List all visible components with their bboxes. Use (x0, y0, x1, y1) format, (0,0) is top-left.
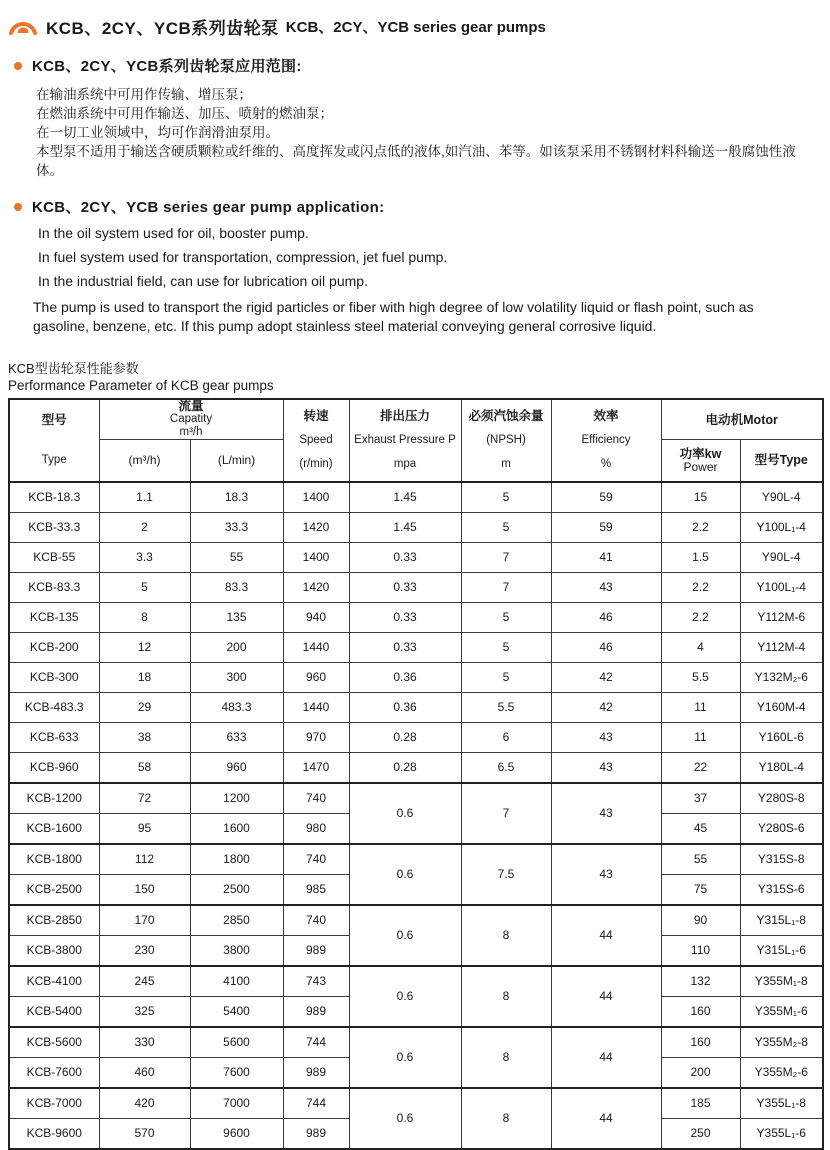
cell-pressure: 0.28 (349, 752, 461, 783)
col-subheader-lmin: (L/min) (190, 440, 283, 482)
cell-speed: 1420 (283, 512, 349, 542)
cell-power: 90 (661, 905, 740, 936)
application-en-body (38, 226, 822, 288)
cell-motor-type: Y180L-4 (740, 752, 823, 783)
document-header (8, 14, 822, 39)
cell-type: KCB-483.3 (9, 692, 99, 722)
cell-efficiency: 42 (551, 692, 661, 722)
cell-npsh: 7 (461, 542, 551, 572)
application-zh-line: 在一切工业领域中，均可作润滑油泵用。 (36, 125, 279, 140)
cell-type: KCB-9600 (9, 1118, 99, 1149)
cell-power: 2.2 (661, 572, 740, 602)
cell-capacity-m3h: 38 (99, 722, 190, 752)
cell-type: KCB-33.3 (9, 512, 99, 542)
table-row (9, 692, 823, 722)
cell-power: 250 (661, 1118, 740, 1149)
cell-speed: 989 (283, 1118, 349, 1149)
cell-speed: 740 (283, 783, 349, 814)
cell-efficiency: 44 (551, 1027, 661, 1088)
col-header-efficiency-unit: % (600, 458, 612, 471)
cell-speed: 740 (283, 905, 349, 936)
cell-capacity-lmin: 633 (190, 722, 283, 752)
cell-speed: 1400 (283, 482, 349, 513)
cell-power: 22 (661, 752, 740, 783)
cell-motor-type: Y355M₂-8 (740, 1027, 823, 1058)
table-row (9, 844, 823, 875)
cell-capacity-m3h: 8 (99, 602, 190, 632)
table-row (9, 632, 823, 662)
cell-capacity-m3h: 5 (99, 572, 190, 602)
cell-capacity-lmin: 2850 (190, 905, 283, 936)
cell-npsh: 5.5 (461, 692, 551, 722)
cell-type: KCB-83.3 (9, 572, 99, 602)
table-row (9, 542, 823, 572)
table-row (9, 662, 823, 692)
cell-capacity-lmin: 33.3 (190, 512, 283, 542)
cell-motor-type: Y160M-4 (740, 692, 823, 722)
col-header-npsh (461, 399, 551, 482)
cell-power: 2.2 (661, 602, 740, 632)
cell-capacity-lmin: 3800 (190, 935, 283, 966)
cell-capacity-m3h: 72 (99, 783, 190, 814)
application-zh-body (36, 85, 822, 180)
section-heading-text: KCB、2CY、YCB系列齿轮泵应用范围: (32, 58, 302, 75)
cell-capacity-lmin: 200 (190, 632, 283, 662)
cell-efficiency: 44 (551, 966, 661, 1027)
cell-capacity-m3h: 29 (99, 692, 190, 722)
cell-speed: 743 (283, 966, 349, 997)
cell-type: KCB-5600 (9, 1027, 99, 1058)
cell-capacity-m3h: 170 (99, 905, 190, 936)
cell-efficiency: 42 (551, 662, 661, 692)
cell-capacity-m3h: 570 (99, 1118, 190, 1149)
cell-efficiency: 43 (551, 572, 661, 602)
cell-motor-type: Y355M₁-6 (740, 996, 823, 1027)
table-row (9, 512, 823, 542)
cell-type: KCB-4100 (9, 966, 99, 997)
col-header-capacity (99, 399, 283, 440)
cell-efficiency: 59 (551, 482, 661, 513)
table-row (9, 572, 823, 602)
cell-capacity-m3h: 12 (99, 632, 190, 662)
cell-pressure: 0.33 (349, 632, 461, 662)
table-row (9, 752, 823, 783)
cell-motor-type: Y315L₁-6 (740, 935, 823, 966)
bullet-icon (14, 203, 22, 211)
col-header-efficiency-en: Efficiency (581, 434, 631, 447)
brand-arc-icon (8, 17, 38, 36)
cell-type: KCB-200 (9, 632, 99, 662)
cell-capacity-lmin: 960 (190, 752, 283, 783)
cell-speed: 989 (283, 996, 349, 1027)
cell-type: KCB-1600 (9, 813, 99, 844)
col-subheader-power-zh: 功率kw (679, 446, 722, 461)
cell-speed: 744 (283, 1088, 349, 1119)
cell-speed: 989 (283, 935, 349, 966)
cell-capacity-lmin: 55 (190, 542, 283, 572)
cell-efficiency: 43 (551, 752, 661, 783)
cell-type: KCB-2850 (9, 905, 99, 936)
performance-table (8, 398, 824, 1150)
cell-type: KCB-7000 (9, 1088, 99, 1119)
cell-power: 45 (661, 813, 740, 844)
cell-npsh: 5 (461, 512, 551, 542)
cell-pressure: 0.6 (349, 1088, 461, 1149)
cell-type: KCB-960 (9, 752, 99, 783)
cell-pressure: 0.6 (349, 783, 461, 844)
cell-motor-type: Y100L₁-4 (740, 572, 823, 602)
cell-capacity-lmin: 300 (190, 662, 283, 692)
application-zh-line: 在输油系统中可用作传输、增压泵； (36, 87, 252, 102)
col-header-efficiency-zh: 效率 (593, 409, 619, 424)
col-header-npsh-zh: 必须汽蚀余量 (468, 409, 544, 424)
col-header-pressure (349, 399, 461, 482)
cell-pressure: 0.33 (349, 572, 461, 602)
cell-efficiency: 46 (551, 602, 661, 632)
cell-capacity-lmin: 4100 (190, 966, 283, 997)
cell-speed: 1420 (283, 572, 349, 602)
cell-motor-type: Y355L₁-8 (740, 1088, 823, 1119)
cell-pressure: 0.33 (349, 542, 461, 572)
col-header-efficiency (551, 399, 661, 482)
cell-motor-type: Y112M-4 (740, 632, 823, 662)
page-title-zh: KCB、2CY、YCB系列齿轮泵 (46, 19, 279, 38)
cell-speed: 1400 (283, 542, 349, 572)
cell-power: 200 (661, 1057, 740, 1088)
col-header-type-en: Type (41, 454, 67, 467)
cell-npsh: 5 (461, 482, 551, 513)
cell-type: KCB-18.3 (9, 482, 99, 513)
cell-efficiency: 43 (551, 722, 661, 752)
cell-pressure: 0.6 (349, 1027, 461, 1088)
section-heading-application-en (14, 196, 822, 217)
table-row (9, 783, 823, 814)
col-subheader-power (661, 440, 740, 482)
cell-efficiency: 43 (551, 783, 661, 844)
col-header-motor-label: 电动机Motor (705, 412, 778, 427)
cell-type: KCB-7600 (9, 1057, 99, 1088)
cell-power: 160 (661, 996, 740, 1027)
cell-pressure: 0.6 (349, 905, 461, 966)
table-row (9, 966, 823, 997)
bullet-icon (14, 62, 22, 70)
cell-capacity-m3h: 230 (99, 935, 190, 966)
col-header-speed-en: Speed (299, 434, 333, 447)
cell-capacity-m3h: 18 (99, 662, 190, 692)
page-title-en: KCB、2CY、YCB series gear pumps (285, 19, 546, 36)
cell-capacity-lmin: 83.3 (190, 572, 283, 602)
cell-type: KCB-135 (9, 602, 99, 632)
cell-capacity-lmin: 5400 (190, 996, 283, 1027)
cell-motor-type: Y90L-4 (740, 482, 823, 513)
cell-npsh: 5 (461, 632, 551, 662)
cell-capacity-lmin: 483.3 (190, 692, 283, 722)
application-zh-paragraph: 本型泵不适用于输送含硬质颗粒或纤维的、高度挥发或闪点低的液体,如汽油、苯等。如该泵采用不锈钢材料科输送一般腐蚀性液体。 (36, 144, 796, 178)
cell-npsh: 8 (461, 905, 551, 966)
cell-power: 132 (661, 966, 740, 997)
performance-table-header (9, 399, 823, 482)
cell-npsh: 6 (461, 722, 551, 752)
application-en-line: In the industrial field, can use for lubrication oil pump. (38, 273, 368, 289)
table-row (9, 482, 823, 513)
cell-capacity-m3h: 245 (99, 966, 190, 997)
cell-efficiency: 44 (551, 905, 661, 966)
col-header-capacity-unit: m³/h (179, 426, 203, 438)
section-heading-text: KCB、2CY、YCB series gear pump application: (32, 199, 385, 216)
cell-power: 55 (661, 844, 740, 875)
cell-speed: 989 (283, 1057, 349, 1088)
cell-capacity-m3h: 150 (99, 874, 190, 905)
cell-speed: 970 (283, 722, 349, 752)
performance-table-body (9, 482, 823, 1149)
cell-capacity-m3h: 420 (99, 1088, 190, 1119)
cell-efficiency: 59 (551, 512, 661, 542)
cell-capacity-m3h: 112 (99, 844, 190, 875)
cell-power: 5.5 (661, 662, 740, 692)
cell-speed: 940 (283, 602, 349, 632)
section-heading-application-zh (14, 55, 822, 76)
cell-capacity-m3h: 2 (99, 512, 190, 542)
cell-motor-type: Y280S-8 (740, 783, 823, 814)
cell-capacity-lmin: 5600 (190, 1027, 283, 1058)
cell-capacity-m3h: 1.1 (99, 482, 190, 513)
cell-capacity-lmin: 2500 (190, 874, 283, 905)
cell-pressure: 0.33 (349, 602, 461, 632)
cell-type: KCB-2500 (9, 874, 99, 905)
cell-motor-type: Y280S-6 (740, 813, 823, 844)
cell-type: KCB-1200 (9, 783, 99, 814)
cell-motor-type: Y355M₂-6 (740, 1057, 823, 1088)
cell-npsh: 5 (461, 602, 551, 632)
cell-efficiency: 44 (551, 1088, 661, 1149)
cell-capacity-m3h: 95 (99, 813, 190, 844)
cell-pressure: 0.6 (349, 966, 461, 1027)
cell-motor-type: Y315S-8 (740, 844, 823, 875)
cell-npsh: 8 (461, 966, 551, 1027)
col-subheader-m3h: (m³/h) (99, 440, 190, 482)
cell-capacity-lmin: 18.3 (190, 482, 283, 513)
cell-speed: 1470 (283, 752, 349, 783)
cell-capacity-lmin: 135 (190, 602, 283, 632)
application-en-line: In fuel system used for transportation, compression, jet fuel pump. (38, 249, 448, 265)
cell-npsh: 7 (461, 572, 551, 602)
cell-capacity-lmin: 1600 (190, 813, 283, 844)
cell-motor-type: Y112M-6 (740, 602, 823, 632)
cell-pressure: 0.36 (349, 692, 461, 722)
col-header-npsh-en: (NPSH) (486, 434, 526, 447)
col-header-type (9, 399, 99, 482)
cell-type: KCB-300 (9, 662, 99, 692)
cell-npsh: 5 (461, 662, 551, 692)
cell-speed: 740 (283, 844, 349, 875)
cell-pressure: 1.45 (349, 512, 461, 542)
cell-power: 37 (661, 783, 740, 814)
cell-motor-type: Y160L-6 (740, 722, 823, 752)
cell-pressure: 0.36 (349, 662, 461, 692)
cell-pressure: 0.28 (349, 722, 461, 752)
application-en-line: In the oil system used for oil, booster pump. (38, 225, 309, 241)
cell-power: 4 (661, 632, 740, 662)
cell-power: 15 (661, 482, 740, 513)
cell-capacity-m3h: 460 (99, 1057, 190, 1088)
application-zh-line: 在燃油系统中可用作输送、加压、喷射的燃油泵； (36, 106, 333, 121)
cell-speed: 980 (283, 813, 349, 844)
table-row (9, 905, 823, 936)
col-header-speed-zh: 转速 (303, 409, 329, 424)
table-row (9, 1027, 823, 1058)
table-caption-zh: KCB型齿轮泵性能参数 (8, 361, 139, 376)
cell-motor-type: Y90L-4 (740, 542, 823, 572)
cell-speed: 960 (283, 662, 349, 692)
cell-capacity-lmin: 9600 (190, 1118, 283, 1149)
application-en-paragraph: The pump is used to transport the rigid particles or fiber with high degree of low volatility liquid or flash point, such as gasoline, benzene, etc. If this pump adopt stainless steel material conveying general corrosive liquid. (33, 299, 754, 334)
cell-npsh: 6.5 (461, 752, 551, 783)
cell-capacity-lmin: 7000 (190, 1088, 283, 1119)
cell-motor-type: Y355M₁-8 (740, 966, 823, 997)
cell-capacity-m3h: 58 (99, 752, 190, 783)
cell-motor-type: Y315L₁-8 (740, 905, 823, 936)
cell-motor-type: Y132M₂-6 (740, 662, 823, 692)
cell-power: 75 (661, 874, 740, 905)
cell-npsh: 8 (461, 1088, 551, 1149)
cell-capacity-m3h: 3.3 (99, 542, 190, 572)
cell-type: KCB-633 (9, 722, 99, 752)
cell-type: KCB-55 (9, 542, 99, 572)
col-header-motor (661, 399, 823, 440)
cell-motor-type: Y315S-6 (740, 874, 823, 905)
cell-capacity-lmin: 1200 (190, 783, 283, 814)
col-subheader-motor-type: 型号Type (740, 440, 823, 482)
cell-efficiency: 41 (551, 542, 661, 572)
cell-speed: 744 (283, 1027, 349, 1058)
cell-power: 1.5 (661, 542, 740, 572)
col-header-pressure-zh: 排出压力 (379, 409, 430, 424)
cell-efficiency: 46 (551, 632, 661, 662)
col-header-pressure-unit: mpa (393, 458, 417, 471)
col-header-capacity-en: Capatity (169, 413, 213, 425)
cell-npsh: 7 (461, 783, 551, 844)
col-subheader-power-en: Power (683, 459, 718, 474)
col-header-pressure-en: Exhaust Pressure P (354, 434, 456, 447)
col-header-type-zh: 型号 (41, 413, 67, 428)
table-row (9, 602, 823, 632)
cell-npsh: 8 (461, 1027, 551, 1088)
col-header-speed-unit: (r/min) (299, 458, 333, 471)
cell-power: 2.2 (661, 512, 740, 542)
cell-pressure: 0.6 (349, 844, 461, 905)
cell-power: 110 (661, 935, 740, 966)
cell-capacity-m3h: 330 (99, 1027, 190, 1058)
table-row (9, 722, 823, 752)
cell-type: KCB-5400 (9, 996, 99, 1027)
cell-capacity-lmin: 7600 (190, 1057, 283, 1088)
cell-type: KCB-1800 (9, 844, 99, 875)
cell-power: 11 (661, 692, 740, 722)
cell-speed: 1440 (283, 692, 349, 722)
col-header-speed (283, 399, 349, 482)
cell-speed: 1440 (283, 632, 349, 662)
cell-pressure: 1.45 (349, 482, 461, 513)
cell-power: 160 (661, 1027, 740, 1058)
cell-speed: 985 (283, 874, 349, 905)
cell-motor-type: Y100L₁-4 (740, 512, 823, 542)
table-caption-en: Performance Parameter of KCB gear pumps (8, 378, 274, 393)
cell-power: 185 (661, 1088, 740, 1119)
cell-capacity-lmin: 1800 (190, 844, 283, 875)
cell-npsh: 7.5 (461, 844, 551, 905)
col-header-npsh-unit: m (501, 458, 511, 471)
col-header-capacity-zh: 流量 (178, 399, 204, 413)
cell-motor-type: Y355L₁-6 (740, 1118, 823, 1149)
cell-capacity-m3h: 325 (99, 996, 190, 1027)
cell-power: 11 (661, 722, 740, 752)
cell-efficiency: 43 (551, 844, 661, 905)
cell-type: KCB-3800 (9, 935, 99, 966)
